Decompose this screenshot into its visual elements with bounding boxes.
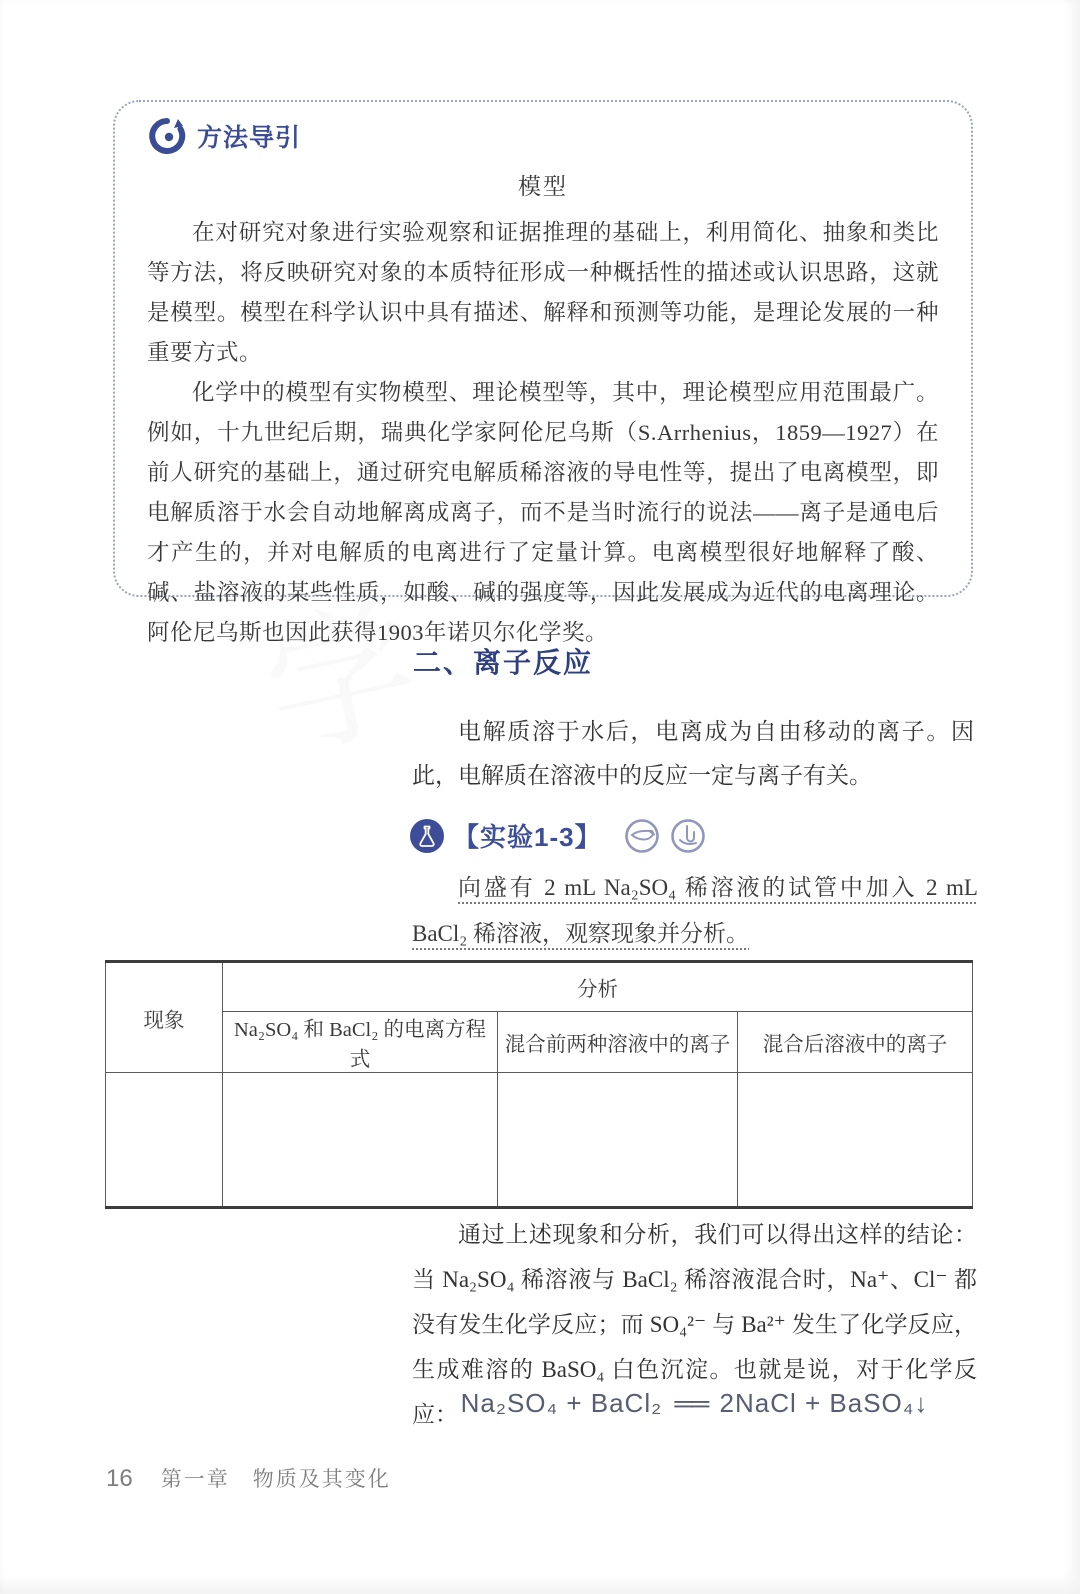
page-footer bbox=[106, 1463, 391, 1493]
header-ions-before-mixing: 混合前两种溶液中的离子 bbox=[498, 1012, 738, 1073]
header-phenomenon: 现象 bbox=[106, 962, 223, 1073]
handle-care-icon bbox=[670, 818, 706, 854]
header-ions-after-mixing: 混合后溶液中的离子 bbox=[738, 1012, 973, 1073]
method-paragraph-1: 在对研究对象进行实验观察和证据推理的基础上，利用简化、抽象和类比等方法，将反映研究对象的本质特征形成一种概括性的描述或认识思路，这就是模型。模型在科学认识中具有描述、解释和预测等功能，是理论发展的一种重要方式。 bbox=[147, 220, 939, 365]
experiment-header bbox=[409, 817, 706, 854]
box-title: 模型 bbox=[518, 174, 568, 199]
method-guide-box bbox=[113, 100, 973, 645]
page-number: 16 bbox=[106, 1465, 133, 1492]
header-analysis: 分析 bbox=[223, 962, 973, 1012]
method-paragraph-2: 化学中的模型有实物模型、理论模型等，其中，理论模型应用范围最广。例如，十九世纪后期，瑞典化学家阿伦尼乌斯（S.Arrhenius，1859—1927）在前人研究的基础上，通过研究电解质稀溶液的导电性等，提出了电离模型，即电解质溶于水会自动地解离成离子，而不是当时流行的说法——离子是通电后才产生的，并对电解质的电离进行了定量计算。电离模型很好地解释了酸、碱、盐溶液的某些性质，如酸、碱的强度等，因此发展成为近代的电离理论。阿伦尼乌斯也因此获得1903年诺贝尔化学奖。 bbox=[147, 380, 939, 645]
analysis-table bbox=[105, 960, 973, 1209]
table-header-row-2 bbox=[106, 1012, 973, 1073]
equation-rhs: 2NaCl + BaSO₄↓ bbox=[719, 1388, 929, 1418]
conclusion-paragraph: 通过上述现象和分析，我们可以得出这样的结论：当 Na₂SO₄ 稀溶液与 BaCl₂ 稀溶液混合时，Na⁺、Cl⁻ 都没有发生化学反应；而 SO₄²⁻ 与 Ba²⁺ 发生了化学反应，生成难溶的 BaSO₄ 白色沉淀。也就是说，对于化学反应： bbox=[412, 1222, 977, 1427]
method-guide-title: 方法导引 bbox=[197, 124, 302, 152]
experiment-instruction-text: 向盛有 2 mL Na₂SO₄ 稀溶液的试管中加入 2 mL BaCl₂ 稀溶液，观察现象并分析。 bbox=[412, 875, 978, 946]
experiment-label: 【实验1-3】 bbox=[453, 822, 602, 852]
equation-lhs: Na₂SO₄ + BaCl₂ bbox=[460, 1388, 663, 1418]
method-guide-header bbox=[147, 116, 939, 156]
table-body-row bbox=[106, 1073, 973, 1208]
header-ionization-equations: Na₂SO₄ 和 BaCl₂ 的电离方程式 bbox=[223, 1012, 498, 1073]
cell-ionization-equations bbox=[223, 1073, 498, 1208]
equals-sign: ══ bbox=[674, 1388, 708, 1418]
cell-ions-before bbox=[498, 1073, 738, 1208]
cell-phenomenon bbox=[106, 1073, 223, 1208]
cell-ions-after bbox=[738, 1073, 973, 1208]
goggles-icon bbox=[624, 818, 660, 854]
cycle-arrow-icon bbox=[147, 116, 187, 156]
safety-icons bbox=[624, 818, 706, 854]
chemical-equation bbox=[412, 1388, 977, 1419]
section-intro: 电解质溶于水后，电离成为自由移动的离子。因此，电解质在溶液中的反应一定与离子有关。 bbox=[412, 719, 974, 788]
flask-icon bbox=[409, 818, 445, 854]
chapter-title: 第一章 物质及其变化 bbox=[160, 1467, 391, 1491]
section-heading: 二、离子反应 bbox=[413, 647, 594, 678]
experiment-instruction bbox=[412, 865, 978, 957]
table-header-row-1 bbox=[106, 962, 973, 1012]
